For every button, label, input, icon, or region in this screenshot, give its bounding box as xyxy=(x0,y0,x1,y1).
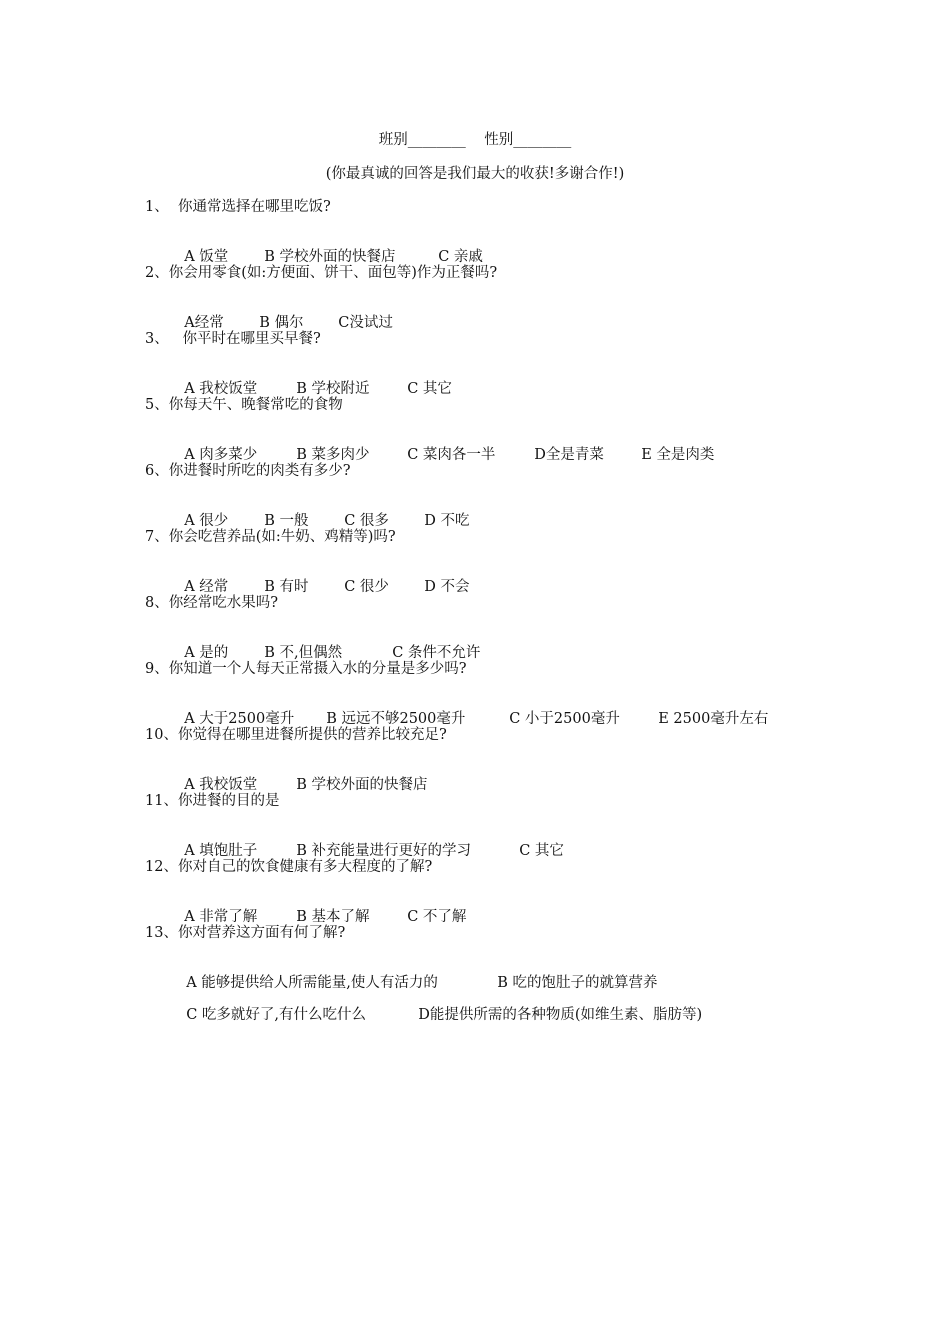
option: B 不,但偶然 xyxy=(264,645,343,661)
option: A 非常了解 xyxy=(184,909,258,925)
option: B 学校附近 xyxy=(296,381,370,397)
class-gender-line: 班别________ 性别________ xyxy=(378,132,572,148)
option: C 亲戚 xyxy=(438,249,483,265)
question-5: 5、你每天午、晚餐常吃的食物 xyxy=(145,397,343,413)
option: B 有时 xyxy=(264,579,309,595)
option: C 不了解 xyxy=(407,909,467,925)
option: D 不吃 xyxy=(424,513,470,529)
option: B 基本了解 xyxy=(296,909,370,925)
option: C 很多 xyxy=(344,513,389,529)
option: C 小于2500毫升 xyxy=(509,711,620,727)
option: A 是的 xyxy=(184,645,229,661)
option: C 很少 xyxy=(344,579,389,595)
option: A 我校饭堂 xyxy=(184,381,258,397)
question-2: 2、你会用零食(如:方便面、饼干、面包等)作为正餐吗? xyxy=(145,265,498,281)
question-1: 1、 你通常选择在哪里吃饭? xyxy=(145,199,331,215)
option: C 吃多就好了,有什么吃什么 xyxy=(186,1007,367,1023)
option: D全是青菜 xyxy=(534,447,604,463)
option: B 学校外面的快餐店 xyxy=(264,249,396,265)
question-9: 9、你知道一个人每天正常摄入水的分量是多少吗? xyxy=(145,661,467,677)
option: A 我校饭堂 xyxy=(184,777,258,793)
option: A 能够提供给人所需能量,使人有活力的 xyxy=(186,975,438,991)
option: D能提供所需的各种物质(如维生素、脂肪等) xyxy=(418,1007,703,1023)
option: A 饭堂 xyxy=(184,249,229,265)
question-3: 3、 你平时在哪里买早餐? xyxy=(145,331,321,347)
option: B 一般 xyxy=(264,513,309,529)
option: B 远远不够2500毫升 xyxy=(326,711,466,727)
question-11: 11、你进餐的目的是 xyxy=(145,793,280,809)
option: C 其它 xyxy=(519,843,564,859)
option: A经常 xyxy=(184,315,224,331)
option: E 2500毫升左右 xyxy=(658,711,769,727)
survey-note: (你最真诚的回答是我们最大的收获!多谢合作!) xyxy=(325,166,625,182)
question-8: 8、你经常吃水果吗? xyxy=(145,595,278,611)
option: C没试过 xyxy=(338,315,393,331)
option: B 补充能量进行更好的学习 xyxy=(296,843,471,859)
option: D 不会 xyxy=(424,579,470,595)
option: A 肉多菜少 xyxy=(184,447,258,463)
question-13: 13、你对营养这方面有何了解? xyxy=(145,925,346,941)
option: A 很少 xyxy=(184,513,229,529)
option: A 填饱肚子 xyxy=(184,843,258,859)
option: B 偶尔 xyxy=(259,315,304,331)
option: B 菜多肉少 xyxy=(296,447,370,463)
option: E 全是肉类 xyxy=(641,447,715,463)
option: C 条件不允许 xyxy=(392,645,481,661)
question-7: 7、你会吃营养品(如:牛奶、鸡精等)吗? xyxy=(145,529,396,545)
question-10: 10、你觉得在哪里进餐所提供的营养比较充足? xyxy=(145,727,447,743)
question-13-options-row-2 xyxy=(177,987,702,1024)
option: C 菜肉各一半 xyxy=(407,447,496,463)
question-6: 6、你进餐时所吃的肉类有多少? xyxy=(145,463,351,479)
option: B 吃的饱肚子的就算营养 xyxy=(497,975,658,991)
option: B 学校外面的快餐店 xyxy=(296,777,428,793)
option: A 大于2500毫升 xyxy=(184,711,295,727)
question-12: 12、你对自己的饮食健康有多大程度的了解? xyxy=(145,859,433,875)
option: A 经常 xyxy=(184,579,229,595)
option: C 其它 xyxy=(407,381,452,397)
